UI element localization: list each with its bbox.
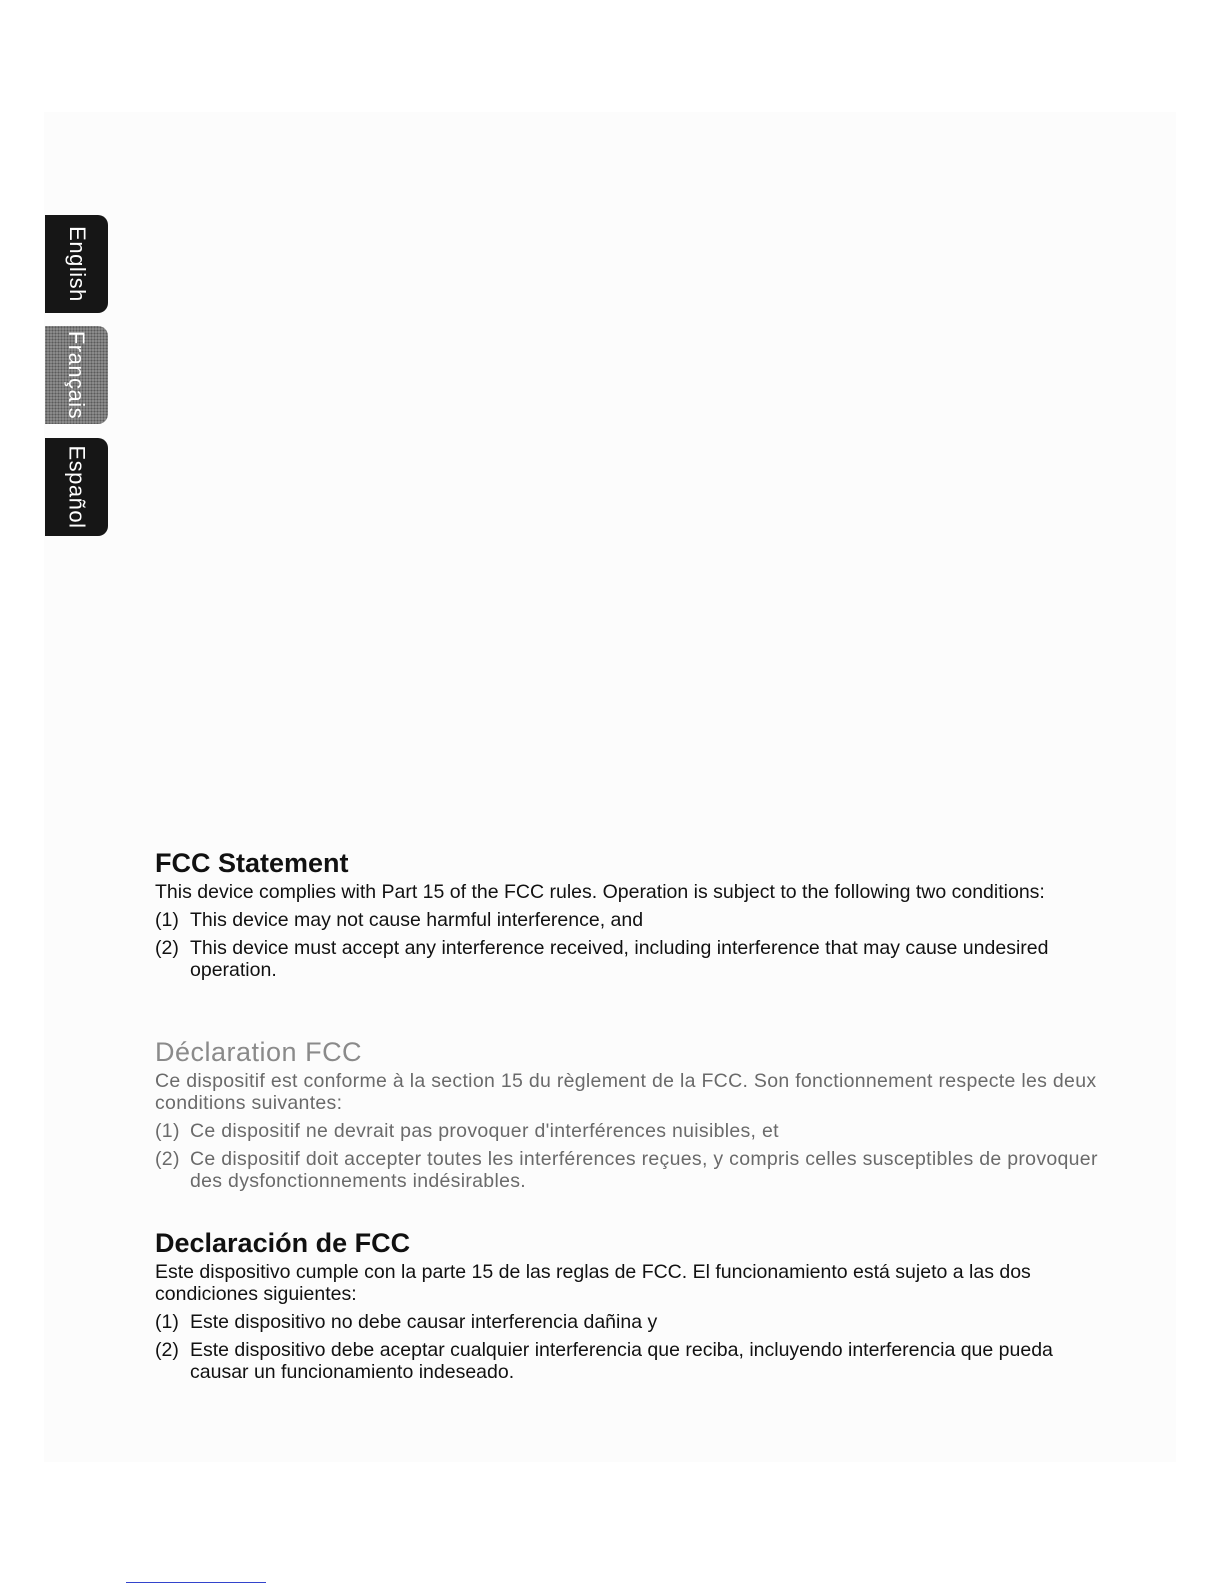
section-intro: Ce dispositif est conforme à la section 15 du règlement de la FCC. Son fonctionnement respecte les deux conditions suivantes: [155, 1070, 1097, 1114]
list-item-text: Este dispositivo no debe causar interferencia dañina y [190, 1311, 658, 1333]
list-item-text: This device must accept any interference received, including interference that may cause undesired operation. [190, 937, 1049, 981]
tab-francais-label: Français [64, 330, 90, 420]
list-item-number: (1) [155, 1120, 180, 1142]
section-intro: Este dispositivo cumple con la parte 15 de las reglas de FCC. El funcionamiento está sujeto a las dos condiciones siguientes: [155, 1261, 1031, 1305]
tab-francais[interactable] [45, 326, 108, 424]
list-item-number: (2) [155, 1148, 180, 1170]
list-item [155, 909, 1115, 931]
fcc-statement-spanish [155, 1227, 1115, 1389]
list-item-text: Este dispositivo debe aceptar cualquier interferencia que reciba, incluyendo interferencia que pueda causar un funcionamiento indeseado. [190, 1339, 1053, 1383]
list-item-text: Ce dispositif ne devrait pas provoquer d'interférences nuisibles, et [190, 1120, 779, 1142]
section-title: Declaración de FCC [155, 1228, 411, 1258]
list-item [155, 1148, 1115, 1192]
tab-english-label: English [64, 226, 90, 302]
list-item [155, 1339, 1115, 1383]
bottom-divider [126, 1582, 266, 1583]
list-item-number: (2) [155, 937, 179, 959]
list-item-number: (2) [155, 1339, 179, 1361]
list-item [155, 937, 1115, 981]
section-title: FCC Statement [155, 848, 349, 878]
list-item-number: (1) [155, 909, 179, 931]
list-item-text: Ce dispositif doit accepter toutes les interférences reçues, y compris celles susceptibles de provoquer des dysfonctionnements indésirables. [190, 1148, 1098, 1192]
section-title: Déclaration FCC [155, 1037, 363, 1067]
tab-english[interactable] [45, 215, 108, 313]
list-item [155, 1120, 1115, 1142]
fcc-statement-english [155, 847, 1115, 987]
section-intro: This device complies with Part 15 of the FCC rules. Operation is subject to the following two conditions: [155, 881, 1045, 903]
list-item-text: This device may not cause harmful interference, and [190, 909, 644, 931]
tab-espanol-label: Español [64, 445, 90, 529]
fcc-statement-french [155, 1036, 1115, 1198]
list-item-number: (1) [155, 1311, 179, 1333]
tab-espanol[interactable] [45, 438, 108, 536]
list-item [155, 1311, 1115, 1333]
